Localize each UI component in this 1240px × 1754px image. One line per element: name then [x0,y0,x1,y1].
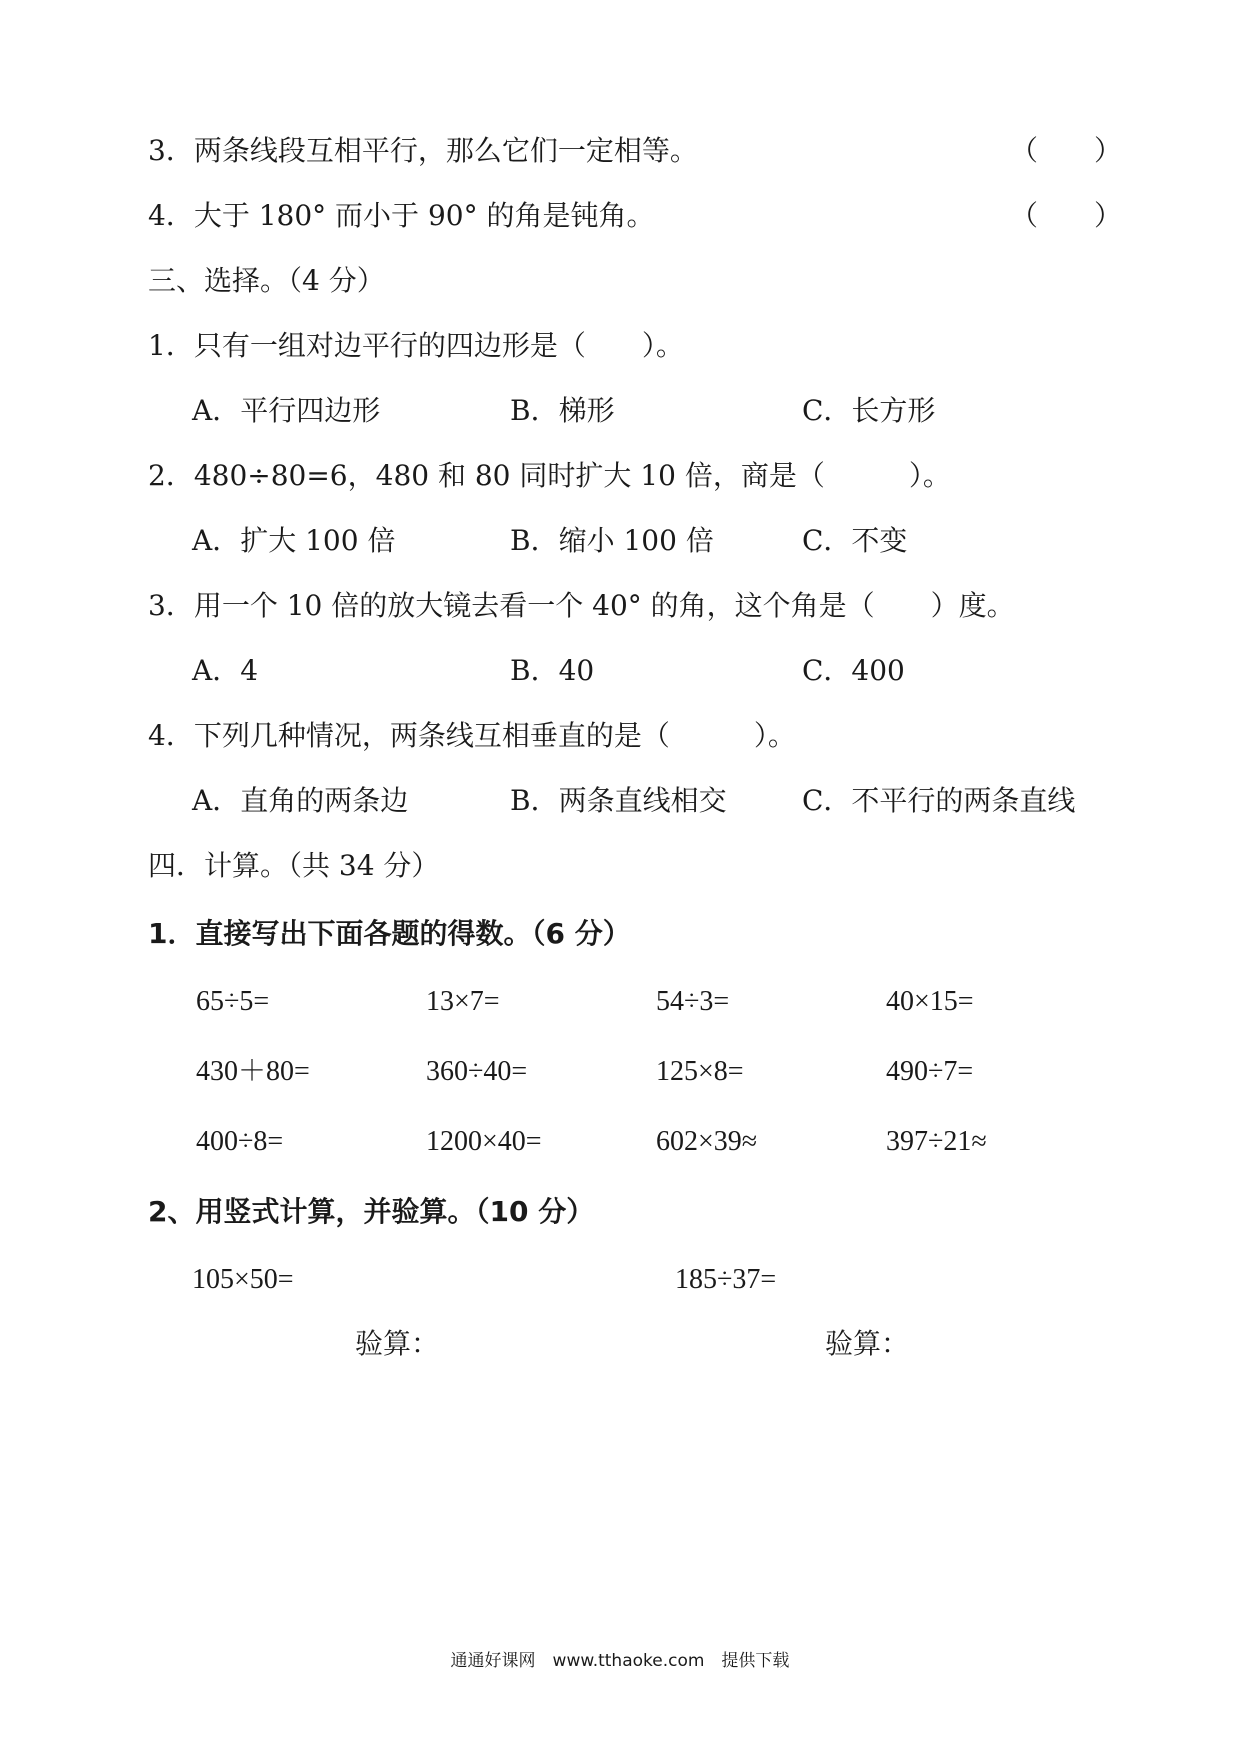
check-label-2: 验算： [825,1327,910,1360]
footer-credit: 通通好课网 www.tthaoke.com 提供下载 [450,1651,790,1671]
direct-calc-problem: 360÷40= [426,1056,528,1087]
vertical-calc-problem-2: 185÷37= [675,1264,777,1295]
choice-question-1: 1．只有一组对边平行的四边形是（ ）。 [148,329,684,362]
choice-2-option-c: C．不变 [802,524,908,557]
choice-3-option-c: C．400 [802,654,905,687]
choice-3-option-a: A．4 [192,654,259,687]
direct-calc-problem: 125×8= [656,1056,744,1087]
judge-item-3-answer-blank: （ ） [1010,134,1123,167]
choice-question-4: 4．下列几种情况，两条线互相垂直的是（ ）。 [148,719,796,752]
choice-2-option-a: A．扩大 100 倍 [192,524,396,557]
choice-question-2: 2．480÷80=6，480 和 80 同时扩大 10 倍，商是（ ）。 [148,459,951,492]
vertical-calc-heading: 2、用竖式计算，并验算。（10 分） [148,1195,595,1228]
vertical-calc-problem-1: 105×50= [192,1264,294,1295]
choice-4-option-b: B．两条直线相交 [510,784,727,817]
choice-4-option-c: C．不平行的两条直线 [802,784,1076,817]
section-choice-heading: 三、选择。（4 分） [148,264,385,297]
choice-1-option-b: B．梯形 [510,394,615,427]
judge-item-3: 3．两条线段互相平行，那么它们一定相等。 [148,134,698,167]
choice-3-option-b: B．40 [510,654,595,687]
section-calc-heading: 四．计算。（共 34 分） [148,849,440,882]
choice-1-option-c: C．长方形 [802,394,936,427]
direct-calc-problem: 400÷8= [196,1126,284,1157]
check-label-1: 验算： [355,1327,440,1360]
direct-calc-problem: 65÷5= [196,986,270,1017]
direct-calc-problem: 490÷7= [886,1056,974,1087]
direct-calc-problem: 13×7= [426,986,500,1017]
judge-item-4: 4．大于 180° 而小于 90° 的角是钝角。 [148,199,655,232]
choice-2-option-b: B．缩小 100 倍 [510,524,714,557]
judge-item-4-answer-blank: （ ） [1010,199,1123,232]
choice-1-option-a: A．平行四边形 [192,394,381,427]
direct-calc-problem: 54÷3= [656,986,730,1017]
direct-calc-problem: 1200×40= [426,1126,542,1157]
direct-calc-problem: 430＋80= [196,1056,310,1087]
choice-4-option-a: A．直角的两条边 [192,784,409,817]
direct-calc-problem: 40×15= [886,986,974,1017]
direct-calc-heading: 1．直接写出下面各题的得数。（6 分） [148,917,631,950]
direct-calc-problem: 602×39≈ [656,1126,758,1157]
choice-question-3: 3．用一个 10 倍的放大镜去看一个 40° 的角，这个角是（ ）度。 [148,589,1015,622]
direct-calc-problem: 397÷21≈ [886,1126,987,1157]
